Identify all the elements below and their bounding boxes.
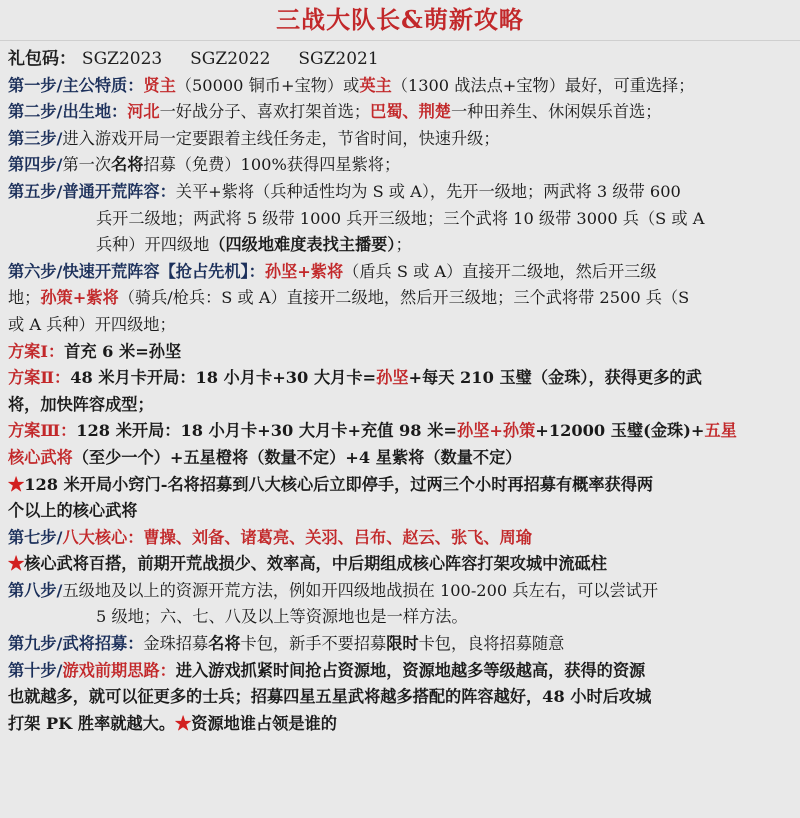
hero-combo: 孙策+紫将 [40,288,119,308]
birthplace: 巴蜀、荆楚 [370,102,451,122]
gift-codes [8,46,794,73]
step-label: 第九步/ [8,634,63,654]
plan-emphasis: 核心武将 [8,447,73,467]
tip-text: 核心武将百搭，前期开荒战损少、效率高，中后期组成核心阵容打架攻城中流砥柱 [24,554,607,574]
plan-label: 方案Ⅰ： [8,341,65,361]
trait-option: 英主 [359,75,392,95]
step-6 [8,259,794,339]
step-label: 第七步/ [8,527,63,547]
plan-label: 方案Ⅱ： [8,368,71,388]
step-emphasis: 名将 [111,155,144,175]
plan-text: 128 米开局：18 小月卡+30 大月卡+充值 98 米= [76,421,457,441]
plan-1 [8,339,794,366]
step-sublabel: 武将招募： [62,634,144,654]
step-8 [8,578,794,631]
step-text: 或 A 兵种）开四级地； [8,314,176,334]
step-2 [8,99,794,126]
trait-option: 贤主 [143,75,176,95]
step-emphasis: 限时 [386,634,419,654]
star-icon: ★ [175,713,192,733]
gift-code: SGZ2022 [190,49,271,69]
step-7 [8,525,794,552]
step-label: 第一步/主公特质： [8,75,144,95]
step-text: 也就越多，就可以征更多的士兵；招募四星五星武将越多搭配的阵容越好，48 小时后攻城 [8,687,652,707]
step-emphasis: （四级地难度表找主播要） [209,235,396,255]
step-text: 资源地谁占领是谁的 [191,713,337,733]
gift-code: SGZ2021 [298,49,379,69]
step-text: 兵开二级地；两武将 5 级带 1000 兵开三级地；三个武将 10 级带 3000 兵（S 或 A [96,208,705,228]
hero-combo: 孙坚+紫将 [264,261,344,281]
step-label: 第八步/ [8,580,63,600]
tip-2 [8,551,794,578]
step-text: 金珠招募 [143,634,209,654]
core-heroes: 曹操、刘备、诸葛亮、关羽、吕布、赵云、张飞、周瑜 [143,527,532,547]
gift-code-label: 礼包码： [8,49,76,69]
step-text: （1300 战法点+宝物）最好，可重选择； [391,75,695,95]
step-text: （50000 铜币+宝物）或 [175,75,360,95]
plan-emphasis: 五星 [704,421,737,441]
step-label: 第四步/ [8,155,63,175]
step-text: 5 级地；六、七、八及以上等资源地也是一样方法。 [96,607,468,627]
step-text: 卡包，新手不要招募 [240,634,387,654]
step-sublabel: 快速开荒阵容【抢占先机】： [62,261,265,281]
plan-text: 将，加快阵容成型； [8,394,154,414]
plan-text: +12000 玉璧(金珠)+ [535,421,705,441]
step-label: 第二步/出生地： [8,102,128,122]
step-text: 招募（免费）100%获得四星紫将； [143,155,401,175]
step-text: 卡包，良将招募随意 [418,634,565,654]
step-text: （骑兵/枪兵：S 或 A）直接开二级地，然后开三级地；三个武将带 2500 兵（S [118,288,690,308]
step-label: 第十步/ [8,660,63,680]
step-emphasis: 名将 [208,634,241,654]
hero-name: 孙坚+孙策 [456,421,536,441]
star-icon: ★ [8,474,25,494]
gift-code: SGZ2023 [81,49,163,69]
step-9 [8,631,794,658]
step-text: 五级地及以上的资源开荒方法，例如开四级地战损在 100-200 兵左右，可以尝试开 [62,580,659,600]
tip-1 [8,472,794,525]
step-text: 第一次 [62,155,112,175]
step-4 [8,152,794,179]
plan-text: +每天 210 玉璧（金珠），获得更多的武 [408,368,702,388]
step-label: 第五步/ [8,181,63,201]
step-text: 关平+紫将（兵种适性均为 S 或 A），先开一级地；两武将 3 级带 600 [175,181,681,201]
plan-text: 首充 6 米=孙坚 [64,341,182,361]
tip-text: 128 米开局小窍门-名将招募到八大核心后立即停手，过两三个小时再招募有概率获得两 [24,474,654,494]
hero-name: 孙坚 [376,368,409,388]
step-text: 兵种）开四级地 [96,235,210,255]
step-text: （盾兵 S 或 A）直接开二级地，然后开三级 [343,261,657,281]
step-text: 打架 PK 胜率就越大。 [8,713,176,733]
tip-text: 个以上的核心武将 [8,501,138,521]
step-1 [8,73,794,100]
plan-3 [8,418,794,471]
step-sublabel: 八大核心： [62,527,144,547]
birthplace: 河北 [127,102,160,122]
plan-2 [8,365,794,418]
step-sublabel: 普通开荒阵容： [62,181,176,201]
step-text: 进入游戏开局一定要跟着主线任务走，节省时间，快速升级； [62,128,500,148]
step-text: 地； [8,288,41,308]
page-title: 三战大队长&萌新攻略 [0,0,800,41]
step-3 [8,126,794,153]
step-text: 一好战分子、喜欢打架首选； [159,102,371,122]
step-text: 进入游戏抓紧时间抢占资源地，资源地越多等级越高，获得的资源 [175,660,646,680]
plan-label: 方案Ⅲ： [8,421,77,441]
star-icon: ★ [8,554,25,574]
step-label: 第三步/ [8,128,63,148]
step-label: 第六步/ [8,261,63,281]
step-text: 一种田养生、休闲娱乐首选； [450,102,662,122]
step-5 [8,179,794,259]
guide-body [8,46,794,737]
step-text: ； [395,235,412,255]
plan-text: （至少一个）+五星橙将（数量不定）+4 星紫将（数量不定） [72,447,522,467]
plan-text: 48 米月卡开局：18 小月卡+30 大月卡= [70,368,377,388]
step-sublabel: 游戏前期思路： [62,660,176,680]
step-10 [8,658,794,738]
